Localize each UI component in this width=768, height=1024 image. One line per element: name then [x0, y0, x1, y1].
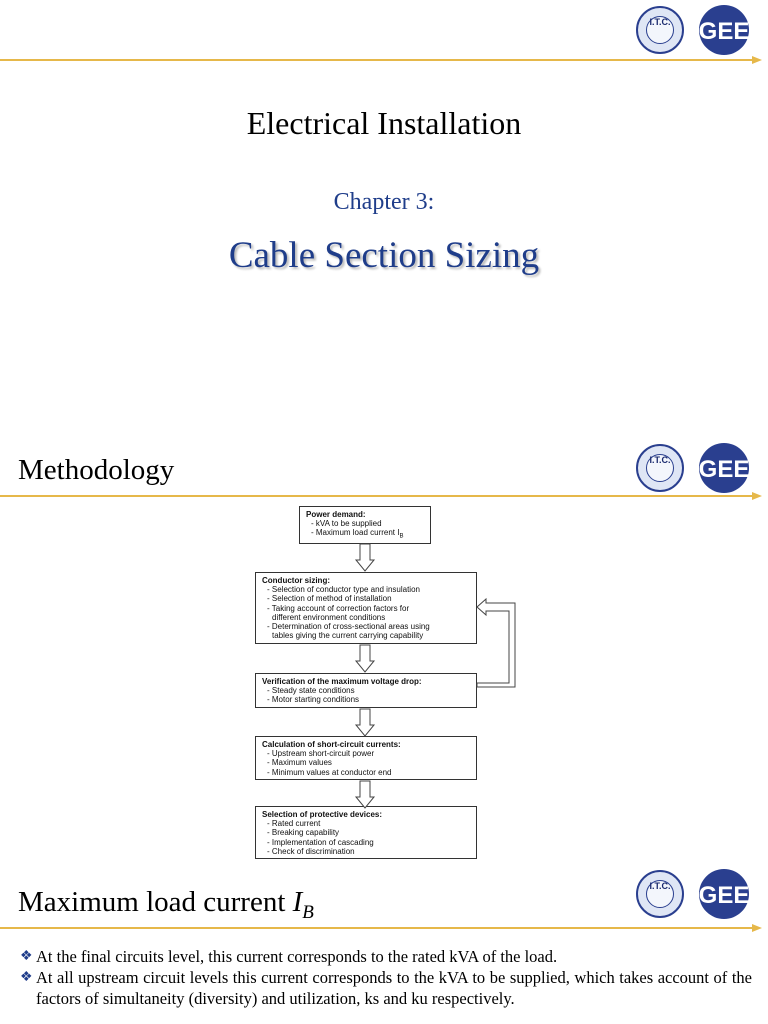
flow-box-item: - Maximum values — [267, 758, 332, 768]
gee-logo — [698, 442, 750, 494]
flow-box-item: - Motor starting conditions — [267, 695, 360, 705]
flow-box-item: - Check of discrimination — [267, 846, 355, 856]
itc-logo — [636, 444, 684, 492]
heading-subscript: B — [302, 901, 314, 923]
itc-logo — [636, 870, 684, 918]
section-rule-arrow — [752, 492, 762, 500]
heading-symbol: I — [292, 886, 303, 918]
flow-box-heading: Selection of protective devices: — [262, 810, 383, 819]
section-rule-arrow — [752, 924, 762, 932]
section-heading-methodology: Methodology — [18, 454, 175, 486]
bullet-list — [20, 946, 752, 1009]
flow-box-heading: Power demand: — [306, 510, 366, 519]
flow-box-item: tables giving the current carrying capability — [272, 631, 424, 641]
flow-box-item: - Determination of cross-sectional areas using — [267, 622, 430, 632]
flow-arrow-down — [356, 709, 374, 736]
flow-arrow-down — [356, 781, 374, 808]
bullet-text: At the final circuits level, this current corresponds to the rated kVA of the load. — [36, 947, 558, 966]
gee-logo-text: GEE — [698, 456, 750, 483]
diamond-bullet-icon: ❖ — [20, 970, 33, 985]
itc-logo-text: I.T.C. — [646, 880, 674, 908]
flow-box-power-demand — [299, 506, 431, 544]
flow-box-item: - Steady state conditions — [267, 686, 355, 696]
header-rule-arrow — [752, 56, 762, 64]
bullet-item — [20, 946, 752, 967]
gee-logo — [698, 868, 750, 920]
bullet-text: At all upstream circuit levels this current corresponds to the kVA to be supplied, which takes account of the factors of simultaneity (diversity) and utilization, ks and ku respectively. — [36, 968, 752, 1008]
flow-box-heading: Conductor sizing: — [262, 576, 330, 585]
flow-arrow-down — [356, 645, 374, 672]
flow-box-item: - Selection of conductor type and insulation — [267, 585, 420, 595]
chapter-topic: Cable Section Sizing — [228, 235, 540, 276]
diamond-bullet-icon: ❖ — [20, 949, 33, 964]
flow-box-item: different environment conditions — [272, 612, 386, 622]
gee-logo — [698, 4, 750, 56]
chapter-label: Chapter 3: — [333, 189, 435, 215]
flow-box-heading: Calculation of short-circuit currents: — [262, 740, 401, 749]
gee-logo-text: GEE — [698, 882, 750, 909]
flow-box-item: - Selection of method of installation — [267, 594, 392, 604]
itc-logo — [636, 6, 684, 54]
section-rule — [0, 927, 752, 929]
flow-arrow-down — [356, 544, 374, 571]
heading-text: Maximum load current — [18, 886, 286, 918]
flow-box-heading: Verification of the maximum voltage drop: — [262, 677, 422, 686]
itc-logo-text: I.T.C. — [646, 454, 674, 482]
header-rule — [0, 59, 752, 61]
itc-logo-text: I.T.C. — [646, 16, 674, 44]
flow-box-item: - Upstream short-circuit power — [267, 749, 375, 759]
flow-arrows — [240, 540, 530, 810]
flow-box-item: - Minimum values at conductor end — [267, 767, 392, 777]
flow-box-item: - Implementation of cascading — [267, 837, 374, 847]
flow-box-item: - Taking account of correction factors for — [267, 603, 410, 613]
flow-box-item: - Breaking capability — [267, 828, 340, 838]
bullet-item — [20, 967, 752, 1009]
flow-box-protective-devices — [255, 806, 477, 859]
section-heading-max-load-current — [18, 886, 314, 924]
slide-title: Electrical Installation — [246, 105, 522, 141]
flow-box-item: - kVA to be supplied — [311, 519, 382, 529]
section-rule — [0, 495, 752, 497]
flow-box-item: - Rated current — [267, 819, 321, 829]
flow-box-subscript: B — [399, 534, 404, 540]
flow-feedback-arrow — [477, 599, 515, 687]
flow-box-item: - Maximum load current $I_B$ — [311, 528, 404, 540]
gee-logo-text: GEE — [698, 18, 750, 45]
